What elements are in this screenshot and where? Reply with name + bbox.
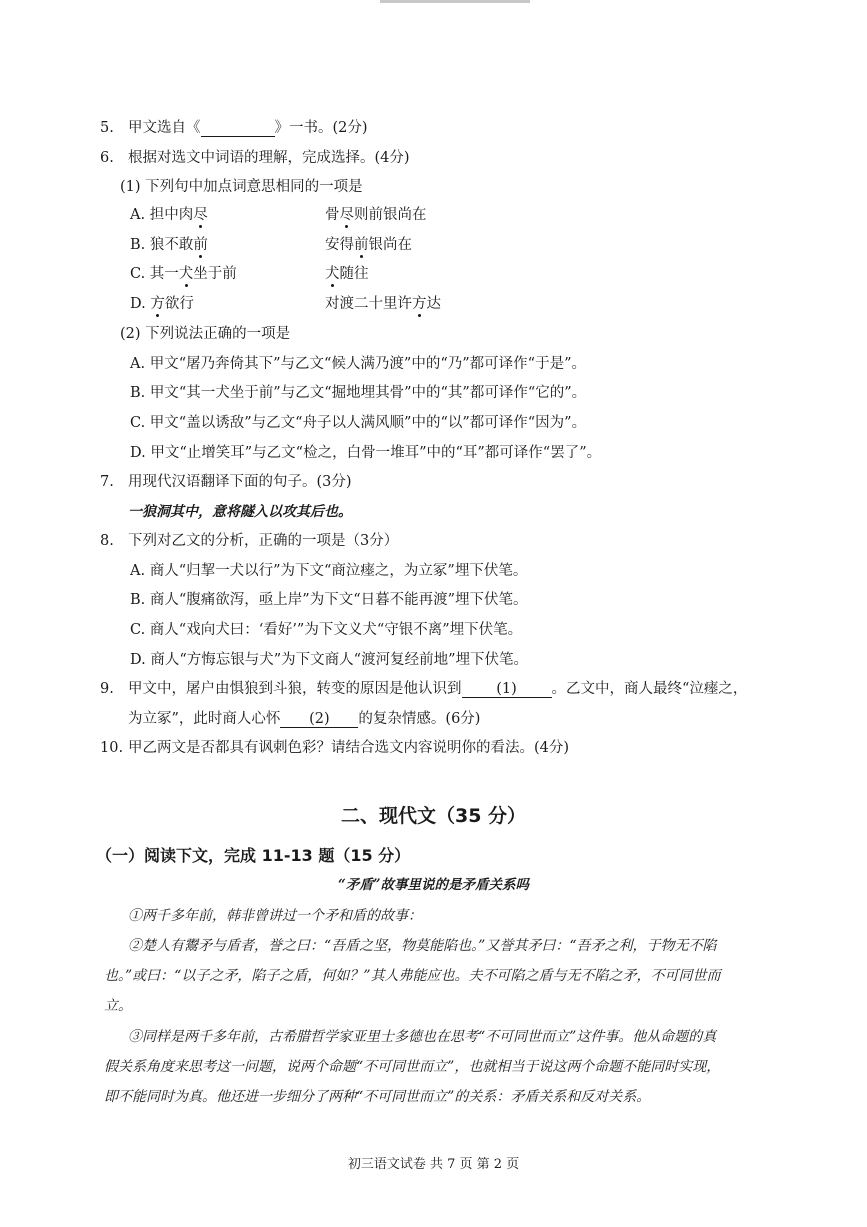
question-text: 用现代汉语翻译下面的句子。(3分) [128,474,352,490]
article-paragraph: 即不能同时为真。他还进一步细分了两种“不可同世而立”的关系：矛盾关系和反对关系。 [104,1089,651,1105]
question-text: 的复杂情感。(6分) [358,711,481,727]
article-title: “矛盾”故事里说的是矛盾关系吗 [337,877,530,893]
option-right: 骨尽则前银尚在 [325,207,427,223]
option-row [130,264,369,284]
question-text: 下列对乙文的分析，正确的一项是（3分） [128,533,399,549]
question-text: 甲文选自《 [128,120,201,136]
question-text: 甲乙两文是否都具有讽刺色彩？请结合选文内容说明你的看法。(4分) [128,740,570,756]
question-number: 8. [100,533,114,549]
article-paragraph: ②楚人有鬻矛与盾者，誉之曰：“吾盾之坚，物莫能陷也。”又誉其矛曰：“吾矛之利，于物无不陷 [128,938,717,954]
question-8 [100,531,398,551]
question-text: 》一书。(2分) [274,120,368,136]
question-6 [100,148,410,168]
question-number: 9. [100,681,114,697]
question-5 [100,118,368,138]
option-left: A. 担中肉尽 [130,207,208,223]
question-number: 6. [100,150,114,166]
question-7 [100,472,352,492]
answer-blank[interactable] [201,120,275,137]
question-text: 根据对选文中词语的理解，完成选择。(4分) [128,150,410,166]
question-number: 7. [100,474,114,490]
article-paragraph: 也。”或曰：“以子之矛，陷子之盾，何如？”其人弗能应也。夫不可陷之盾与无不陷之矛，不可同世而 [104,968,721,984]
sub-question-label: (1) 下列句中加点词意思相同的一项是 [120,179,363,195]
option-row [130,205,427,225]
question-9 [100,679,747,699]
answer-blank-1[interactable]: (1) [462,681,552,698]
option-right: 犬随往 [325,266,369,282]
option-row [130,235,412,255]
option-left: D. 方欲行 [130,296,194,312]
choice-option-b: B. 商人“腹痛欲泻，亟上岸”为下文“日暮不能再渡”埋下伏笔。 [130,592,528,608]
sub-section-heading: （一）阅读下文，完成 11-13 题（15 分） [96,846,411,865]
choice-option-d: D. 商人“方悔忘银与犬”为下文商人“渡河复经前地”埋下伏笔。 [130,652,528,668]
sub-question-label: (2) 下列说法正确的一项是 [120,326,291,342]
translation-sentence: 一狼洞其中，意将隧入以攻其后也。 [128,504,352,520]
choice-option-a: A. 商人“归挈一犬以行”为下文“商泣瘗之，为立冢”埋下伏笔。 [130,563,528,579]
page-footer: 初三语文试卷 共 7 页 第 2 页 [347,1157,520,1172]
question-text: 。乙文中，商人最终“泣瘗之， [551,681,748,697]
article-paragraph: ①两千多年前，韩非曾讲过一个矛和盾的故事： [128,908,422,924]
question-10 [100,738,569,758]
question-text: 为立冢”，此时商人心怀 [128,711,281,727]
option-row [130,294,441,314]
option-left: C. 其一犬坐于前 [130,266,237,282]
option-right: 对渡二十里许方达 [325,296,441,312]
question-9-continued [128,709,480,729]
answer-blank-2[interactable]: (2) [280,711,358,728]
option-left: B. 狼不敢前 [130,237,208,253]
question-number: 10. [100,740,124,756]
choice-option-c: C. 商人“戏向犬曰：‘看好’”为下文义犬“守银不离”埋下伏笔。 [130,622,523,638]
option-right: 安得前银尚在 [325,237,412,253]
article-paragraph: 立。 [104,998,132,1014]
choice-option-b: B. 甲文“其一犬坐于前”与乙文“掘地埋其骨”中的“其”都可译作“它的”。 [130,385,587,401]
question-text: 甲文中，屠户由惧狼到斗狼，转变的原因是他认识到 [128,681,462,697]
question-number: 5. [100,120,114,136]
choice-option-a: A. 甲文“屠乃奔倚其下”与乙文“候人满乃渡”中的“乃”都可译作“于是”。 [130,356,586,372]
choice-option-c: C. 甲文“盖以诱敌”与乙文“舟子以人满风顺”中的“以”都可译作“因为”。 [130,415,587,431]
article-paragraph: 假关系角度来思考这一问题，说两个命题“不可同世而立”，也就相当于说这两个命题不能同时实现， [104,1059,721,1075]
article-paragraph: ③同样是两千多年前，古希腊哲学家亚里士多德也在思考“不可同世而立”这件事。他从命题的真 [128,1029,717,1045]
choice-option-d: D. 甲文“止增笑耳”与乙文“检之，白骨一堆耳”中的“耳”都可译作“罢了”。 [130,445,602,461]
section-title: 二、现代文（35 分） [340,805,527,827]
